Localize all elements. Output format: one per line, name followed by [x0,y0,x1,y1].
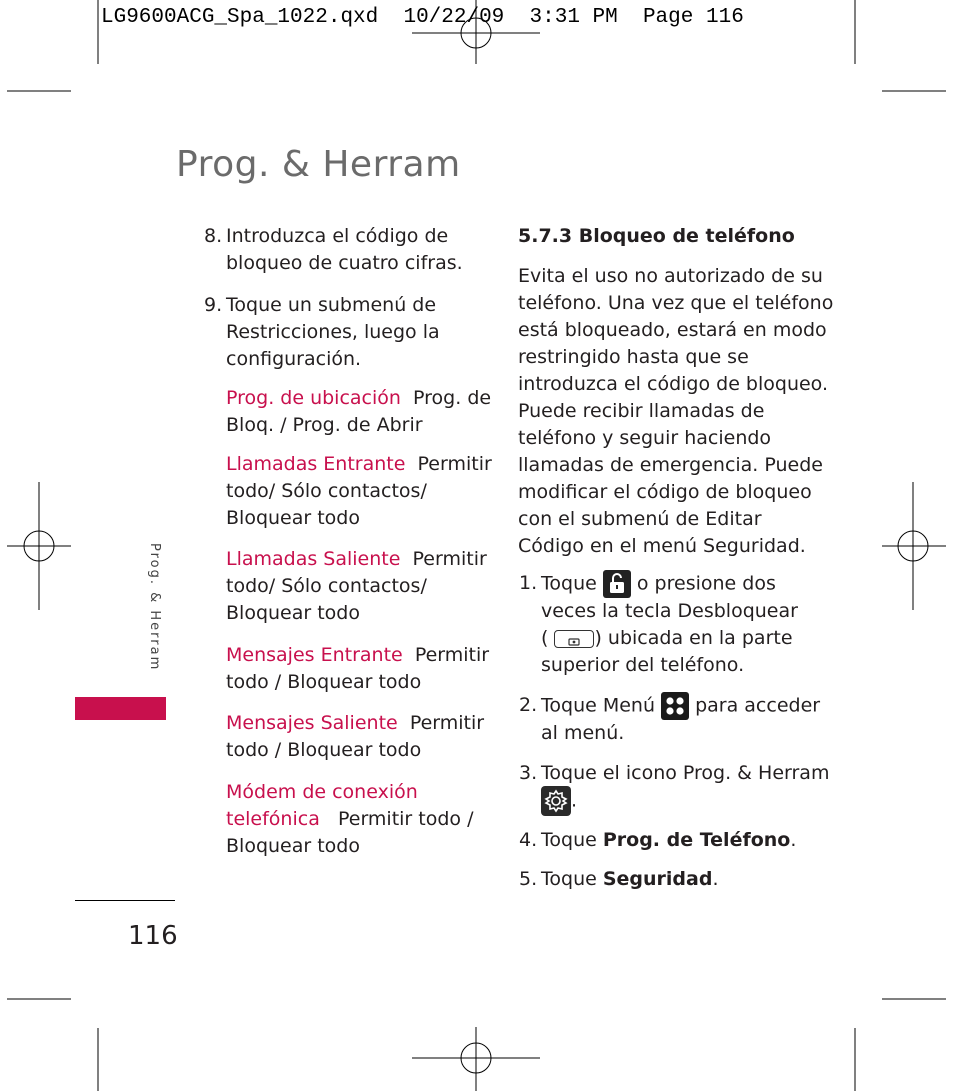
intro-line: Código en el menú Seguridad. [518,535,806,557]
option-value: Permitir [414,644,490,666]
option-value: Permitir [412,548,487,570]
section-heading: 5.7.3 Bloqueo de teléfono [518,225,795,247]
option-mensajes-entrante [226,642,489,696]
lock-icon [603,570,631,598]
step-2 [519,692,821,747]
step-1-line: superior del teléfono. [541,654,745,676]
step-1-text: Toque [541,572,597,595]
step-5-end: . [712,868,719,890]
step-1-text: ) ubicada en la parte [594,627,793,649]
option-llamadas-saliente [226,546,487,627]
intro-line: teléfono y seguir haciendo [518,427,772,449]
step-1-number: 1. [519,572,538,594]
slug-page-word: Page [642,6,694,29]
option-value-line: todo/ Sólo contactos/ [226,575,427,597]
slug-date: 10/22/09 [403,6,505,29]
option-value-line: todo / Bloquear todo [226,739,422,761]
intro-line: Evita el uso no autorizado de su [518,265,823,287]
step-4-bold: Prog. de Teléfono [602,829,791,851]
intro-line: con el submenú de Editar [518,508,762,530]
step-8-line-2: bloqueo de cuatro cifras. [226,252,463,274]
step-4-text: Toque [541,829,597,851]
section-tab [75,697,166,720]
step-9-line-2: Restricciones, luego la [226,321,440,343]
option-label: Módem de conexión [226,781,418,803]
step-1 [519,570,798,679]
step-2-text: Toque Menú [541,694,655,717]
step-8-line-1: Introduzca el código de [226,225,449,247]
intro-line: está bloqueado, estará en modo [518,319,827,341]
slug-page-value: 116 [705,6,744,29]
step-5-text: Toque [541,868,597,890]
intro-line: llamadas de emergencia. Puede [518,454,823,476]
step-8 [204,223,463,277]
step-4-end: . [790,829,797,851]
option-label: Mensajes Entrante [226,644,403,666]
option-mensajes-saliente [226,710,484,764]
menu-icon [661,692,689,720]
page-title: Prog. & Herram [176,144,461,185]
option-llamadas-entrante [226,451,492,532]
option-label: Llamadas Entrante [226,453,406,475]
step-1-line: veces la tecla Desbloquear [541,600,798,622]
step-3-line: Toque el icono Prog. & Herram [541,762,830,784]
step-3-number: 3. [519,762,538,784]
step-8-number: 8. [204,225,223,247]
settings-gear-icon [541,786,571,816]
intro-line: restringido hasta que se [518,346,749,368]
step-2-number: 2. [519,694,538,716]
intro-line: modificar el código de bloqueo [518,481,812,503]
step-9 [204,292,440,373]
option-value-line: Bloq. / Prog. de Abrir [226,414,423,436]
step-2-line: al menú. [541,722,625,744]
intro-line: introduzca el código de bloqueo. [518,373,829,395]
option-label: telefónica [226,808,320,830]
option-value-line: Bloquear todo [226,602,360,624]
option-value-line: Bloquear todo [226,835,360,857]
step-9-line-1: Toque un submenú de [226,294,437,316]
option-modem [226,779,473,860]
option-value: Prog. de [413,387,492,409]
step-3 [519,760,830,816]
step-9-number: 9. [204,294,223,316]
intro-paragraph [518,263,833,560]
option-value: Permitir todo / [337,808,474,830]
step-1-text: o presione dos [636,572,776,595]
step-5-bold: Seguridad [602,868,713,890]
option-value: Permitir [409,712,485,734]
step-5 [519,866,719,893]
intro-line: teléfono. Una vez que el teléfono [518,292,834,314]
slug-time: 3:31 PM [529,6,618,29]
option-label: Mensajes Saliente [226,712,398,734]
step-1-text: ( [541,627,549,649]
option-ubicacion [226,385,491,439]
option-value-line: Bloquear todo [226,507,360,529]
option-label: Prog. de ubicación [226,387,401,409]
page-number: 116 [128,921,178,951]
option-value-line: todo / Bloquear todo [226,671,422,693]
step-9-line-3: configuración. [226,348,362,370]
unlock-key-icon [554,630,594,648]
intro-line: Puede recibir llamadas de [518,400,765,422]
slug-file: LG9600ACG_Spa_1022.qxd [101,6,379,29]
step-2-text: para acceder [695,694,821,717]
option-label: Llamadas Saliente [226,548,401,570]
side-section-label: Prog. & Herram [147,543,162,672]
step-3-text: . [571,789,578,812]
step-4-number: 4. [519,829,538,851]
print-slug [101,6,744,29]
step-4 [519,827,797,854]
footer-rule [75,900,175,901]
option-value-line: todo/ Sólo contactos/ [226,480,427,502]
option-value: Permitir [417,453,492,475]
step-5-number: 5. [519,868,538,890]
